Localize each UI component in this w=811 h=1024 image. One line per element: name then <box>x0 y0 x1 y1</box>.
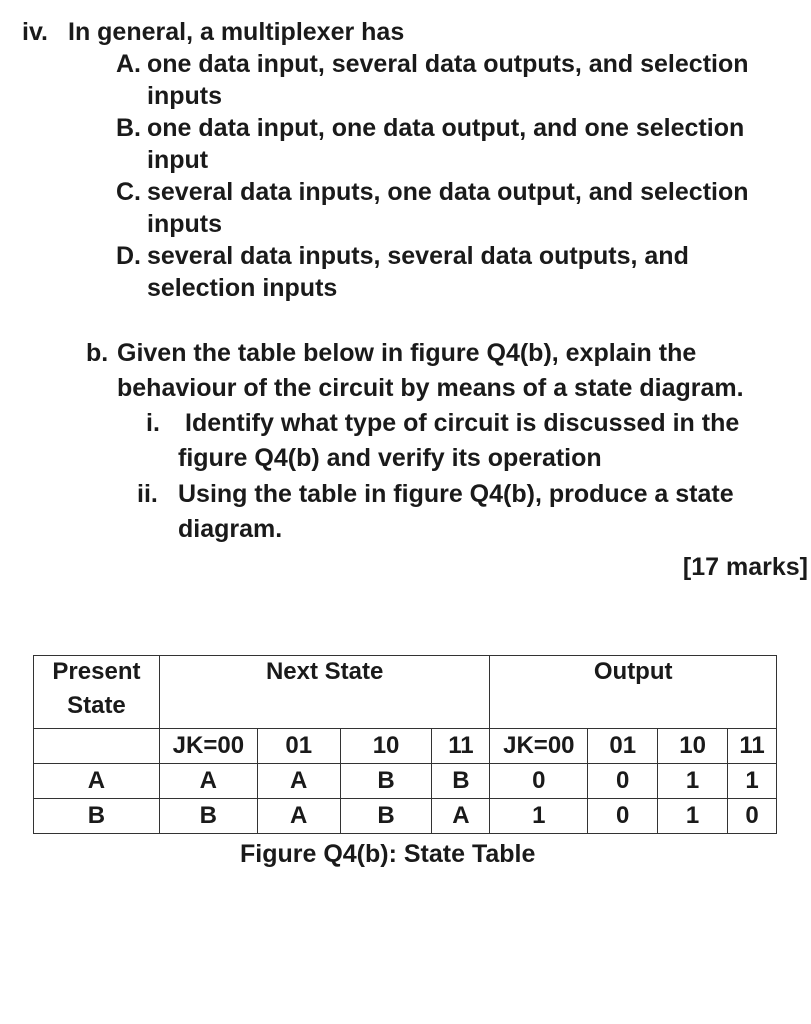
marks-label: [17 marks] <box>682 553 808 581</box>
next-state-cell: B <box>340 799 432 834</box>
subpart-i-number: i. <box>146 409 160 437</box>
option-a-line-2: inputs <box>147 82 222 110</box>
present-state-cell: A <box>34 764 160 799</box>
option-a-line-1: one data input, several data outputs, and selection <box>147 50 749 78</box>
next-state-cell: B <box>432 764 490 799</box>
output-cell: 1 <box>728 764 777 799</box>
option-d-letter: D. <box>116 242 141 270</box>
next-state-cell: A <box>159 764 257 799</box>
output-cell: 1 <box>490 799 588 834</box>
present-header-line-2: State <box>67 692 126 719</box>
next-state-cell: A <box>432 799 490 834</box>
subpart-ii-number: ii. <box>137 480 158 508</box>
option-b-line-1: one data input, one data output, and one selection <box>147 114 745 142</box>
output-cell: 0 <box>728 799 777 834</box>
subpart-i-line-2: figure Q4(b) and verify its operation <box>178 444 602 472</box>
output-header: Output <box>490 656 777 729</box>
option-a-letter: A. <box>116 50 141 78</box>
subpart-i-line-1: Identify what type of circuit is discussed in the <box>185 409 740 437</box>
next-state-cell: A <box>257 764 340 799</box>
present-header-line-1: Present <box>52 658 141 685</box>
sub-header: 10 <box>340 729 432 764</box>
question-b-line-2: behaviour of the circuit by means of a state diagram. <box>117 374 744 402</box>
option-d-line-2: selection inputs <box>147 274 338 302</box>
present-state-header <box>34 656 160 729</box>
option-c-letter: C. <box>116 178 141 206</box>
sub-header: 10 <box>658 729 728 764</box>
table-row <box>34 764 777 799</box>
output-cell: 0 <box>588 799 658 834</box>
figure-caption: Figure Q4(b): State Table <box>240 840 536 868</box>
next-state-cell: B <box>340 764 432 799</box>
question-iv-stem: In general, a multiplexer has <box>68 18 405 46</box>
option-c-line-2: inputs <box>147 210 222 238</box>
sub-header-empty <box>34 729 160 764</box>
subpart-ii-line-1: Using the table in figure Q4(b), produce a state <box>178 480 734 508</box>
sub-header: 01 <box>588 729 658 764</box>
sub-header: JK=00 <box>490 729 588 764</box>
subpart-ii-line-2: diagram. <box>178 515 283 543</box>
next-state-cell: B <box>159 799 257 834</box>
state-table <box>33 655 777 834</box>
sub-header: 01 <box>257 729 340 764</box>
question-b-line-1: Given the table below in figure Q4(b), explain the <box>117 339 697 367</box>
output-cell: 0 <box>588 764 658 799</box>
option-d-line-1: several data inputs, several data outputs, and <box>147 242 689 270</box>
table-row <box>34 799 777 834</box>
next-state-cell: A <box>257 799 340 834</box>
sub-header: 11 <box>432 729 490 764</box>
sub-header: JK=00 <box>159 729 257 764</box>
option-b-letter: B. <box>116 114 141 142</box>
sub-header: 11 <box>728 729 777 764</box>
option-c-line-1: several data inputs, one data output, and selection <box>147 178 749 206</box>
present-state-cell: B <box>34 799 160 834</box>
output-cell: 1 <box>658 799 728 834</box>
output-cell: 1 <box>658 764 728 799</box>
next-state-header: Next State <box>159 656 489 729</box>
question-iv-number: iv. <box>22 18 48 46</box>
option-b-line-2: input <box>147 146 209 174</box>
output-cell: 0 <box>490 764 588 799</box>
question-b-letter: b. <box>86 339 109 367</box>
